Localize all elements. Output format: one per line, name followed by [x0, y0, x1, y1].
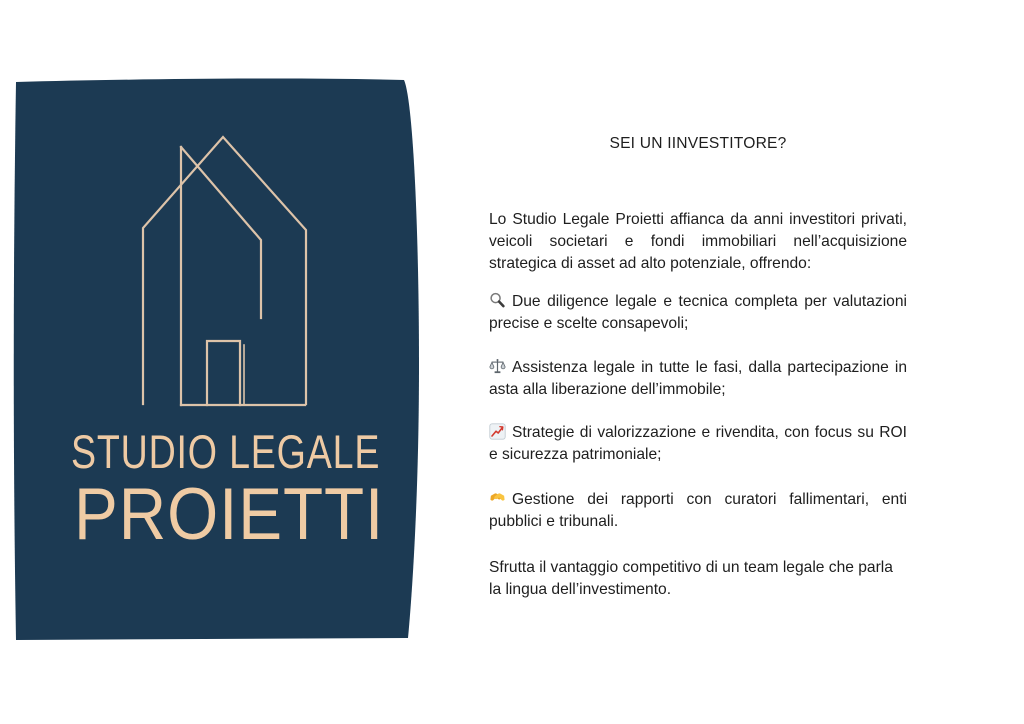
magnifier-icon: [489, 292, 506, 309]
bullet-text: Gestione dei rapporti con curatori fallimentari, enti pubblici e tribunali.: [489, 491, 907, 530]
bullet-gestione-rapporti: [489, 489, 907, 533]
brand-panel-shape: [14, 79, 419, 640]
brand-title-line1: STUDIO LEGALE: [71, 425, 381, 478]
intro-paragraph: Lo Studio Legale Proietti affianca da anni investitori privati, veicoli societari e fondi immobiliari nell’acquisizione strategica di asset ad alto potenziale, offrendo:: [489, 211, 907, 272]
bullet-text: Strategie di valorizzazione e rivendita, con focus su ROI e sicurezza patrimoniale;: [489, 424, 907, 463]
bullet-due-diligence: [489, 291, 907, 335]
handshake-icon: [489, 490, 506, 507]
bullet-text: Due diligence legale e tecnica completa per valutazioni precise e scelte consapevoli;: [489, 293, 907, 332]
closing-paragraph: Sfrutta il vantaggio competitivo di un team legale che parla la lingua dell’investimento.: [489, 559, 893, 598]
bullet-strategie: [489, 422, 907, 466]
bullet-assistenza-legale: [489, 357, 907, 401]
page-title: SEI UN IINVESTITORE?: [609, 135, 787, 152]
content-column: [489, 0, 907, 724]
bullet-text: Assistenza legale in tutte le fasi, dalla partecipazione in asta alla liberazione dell’immobile;: [489, 359, 907, 398]
chart-increasing-icon: [489, 423, 506, 440]
scales-icon: [489, 358, 506, 375]
brand-title-line2: PROIETTI: [74, 474, 385, 555]
